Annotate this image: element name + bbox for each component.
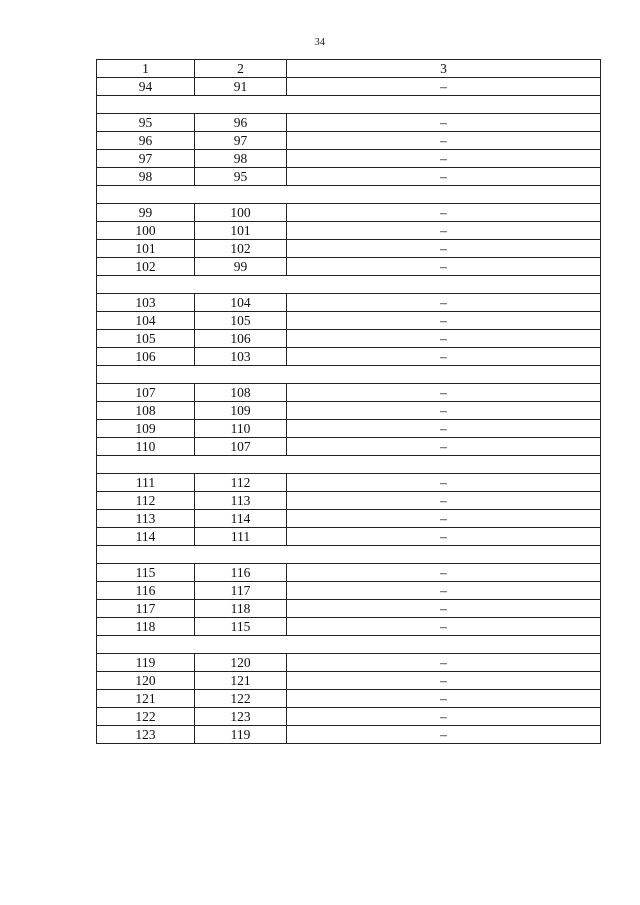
table-cell-col-2: 99: [195, 258, 287, 276]
table-cell-col-2: 113: [195, 492, 287, 510]
table-row: [97, 132, 601, 150]
group-separator-row: [97, 366, 601, 384]
table-cell-col-3: –: [287, 294, 601, 312]
table-cell-col-2: 101: [195, 222, 287, 240]
table-row: [97, 420, 601, 438]
table-cell-col-2: 100: [195, 204, 287, 222]
group-separator-row: [97, 276, 601, 294]
table-row: [97, 582, 601, 600]
table-cell-col-1: 104: [97, 312, 195, 330]
table-row: [97, 150, 601, 168]
table-row: [97, 204, 601, 222]
table-row: [97, 240, 601, 258]
table-cell-col-1: 108: [97, 402, 195, 420]
table-cell-col-3: –: [287, 690, 601, 708]
table-row: [97, 114, 601, 132]
table-row: [97, 258, 601, 276]
table-cell-col-1: 120: [97, 672, 195, 690]
separator-cell: [97, 276, 601, 294]
table-cell-col-1: 122: [97, 708, 195, 726]
table-row: [97, 78, 601, 96]
table-row: [97, 222, 601, 240]
table-cell-col-3: –: [287, 600, 601, 618]
table-body: [97, 78, 601, 744]
column-header-3: 3: [287, 60, 601, 78]
table-cell-col-3: –: [287, 258, 601, 276]
table-cell-col-3: –: [287, 114, 601, 132]
table-cell-col-2: 108: [195, 384, 287, 402]
table-cell-col-2: 118: [195, 600, 287, 618]
table-cell-col-1: 117: [97, 600, 195, 618]
table-cell-col-2: 104: [195, 294, 287, 312]
table-cell-col-1: 109: [97, 420, 195, 438]
table-row: [97, 384, 601, 402]
table-row: [97, 708, 601, 726]
table-row: [97, 168, 601, 186]
table-cell-col-2: 112: [195, 474, 287, 492]
table-cell-col-2: 105: [195, 312, 287, 330]
table-cell-col-1: 107: [97, 384, 195, 402]
table-cell-col-3: –: [287, 420, 601, 438]
table-row: [97, 294, 601, 312]
table-cell-col-2: 109: [195, 402, 287, 420]
table-row: [97, 618, 601, 636]
table-row: [97, 312, 601, 330]
table-cell-col-1: 97: [97, 150, 195, 168]
table-cell-col-3: –: [287, 474, 601, 492]
table-cell-col-2: 106: [195, 330, 287, 348]
table-cell-col-2: 122: [195, 690, 287, 708]
table-cell-col-3: –: [287, 384, 601, 402]
table-row: [97, 330, 601, 348]
header-row: [97, 60, 601, 78]
table-cell-col-3: –: [287, 348, 601, 366]
table-cell-col-3: –: [287, 204, 601, 222]
separator-cell: [97, 186, 601, 204]
table-cell-col-1: 111: [97, 474, 195, 492]
table-cell-col-1: 121: [97, 690, 195, 708]
table-cell-col-3: –: [287, 582, 601, 600]
table-cell-col-2: 91: [195, 78, 287, 96]
table-cell-col-3: –: [287, 654, 601, 672]
table-cell-col-2: 107: [195, 438, 287, 456]
table-cell-col-1: 119: [97, 654, 195, 672]
table-cell-col-1: 110: [97, 438, 195, 456]
table-cell-col-3: –: [287, 402, 601, 420]
table-cell-col-1: 101: [97, 240, 195, 258]
table-cell-col-2: 116: [195, 564, 287, 582]
table-cell-col-3: –: [287, 618, 601, 636]
table-cell-col-2: 96: [195, 114, 287, 132]
table-row: [97, 726, 601, 744]
table-row: [97, 564, 601, 582]
separator-cell: [97, 546, 601, 564]
table-cell-col-1: 95: [97, 114, 195, 132]
table-cell-col-3: –: [287, 240, 601, 258]
table-row: [97, 348, 601, 366]
table-cell-col-3: –: [287, 222, 601, 240]
table-row: [97, 600, 601, 618]
group-separator-row: [97, 186, 601, 204]
table-cell-col-3: –: [287, 78, 601, 96]
table-cell-col-3: –: [287, 726, 601, 744]
table-row: [97, 528, 601, 546]
group-separator-row: [97, 456, 601, 474]
table-row: [97, 402, 601, 420]
table-cell-col-3: –: [287, 330, 601, 348]
table-cell-col-1: 113: [97, 510, 195, 528]
separator-cell: [97, 366, 601, 384]
table-cell-col-3: –: [287, 312, 601, 330]
table-cell-col-1: 115: [97, 564, 195, 582]
separator-cell: [97, 456, 601, 474]
table-cell-col-1: 94: [97, 78, 195, 96]
table-cell-col-2: 111: [195, 528, 287, 546]
table-cell-col-1: 100: [97, 222, 195, 240]
table-cell-col-1: 106: [97, 348, 195, 366]
table-row: [97, 690, 601, 708]
table-cell-col-2: 97: [195, 132, 287, 150]
table-cell-col-3: –: [287, 132, 601, 150]
table-row: [97, 672, 601, 690]
table-cell-col-1: 96: [97, 132, 195, 150]
table-cell-col-3: –: [287, 672, 601, 690]
table-cell-col-1: 118: [97, 618, 195, 636]
table-cell-col-2: 102: [195, 240, 287, 258]
table-cell-col-3: –: [287, 438, 601, 456]
table-cell-col-2: 119: [195, 726, 287, 744]
separator-cell: [97, 636, 601, 654]
table-cell-col-2: 98: [195, 150, 287, 168]
separator-cell: [97, 96, 601, 114]
table-cell-col-1: 98: [97, 168, 195, 186]
table-row: [97, 492, 601, 510]
table-cell-col-1: 102: [97, 258, 195, 276]
table-cell-col-2: 110: [195, 420, 287, 438]
data-table: [96, 59, 601, 744]
table-cell-col-2: 114: [195, 510, 287, 528]
table-cell-col-1: 116: [97, 582, 195, 600]
table-row: [97, 474, 601, 492]
table-row: [97, 654, 601, 672]
table-cell-col-3: –: [287, 492, 601, 510]
table-cell-col-1: 99: [97, 204, 195, 222]
table-cell-col-3: –: [287, 528, 601, 546]
table-cell-col-3: –: [287, 708, 601, 726]
table-row: [97, 510, 601, 528]
group-separator-row: [97, 636, 601, 654]
table-cell-col-1: 123: [97, 726, 195, 744]
table-cell-col-3: –: [287, 150, 601, 168]
table-cell-col-2: 115: [195, 618, 287, 636]
table-cell-col-1: 114: [97, 528, 195, 546]
column-header-1: 1: [97, 60, 195, 78]
table-cell-col-3: –: [287, 510, 601, 528]
table-cell-col-2: 95: [195, 168, 287, 186]
table-cell-col-2: 103: [195, 348, 287, 366]
table-row: [97, 438, 601, 456]
table-cell-col-1: 105: [97, 330, 195, 348]
table-cell-col-2: 117: [195, 582, 287, 600]
column-header-2: 2: [195, 60, 287, 78]
table-cell-col-3: –: [287, 168, 601, 186]
table-cell-col-2: 123: [195, 708, 287, 726]
page-number: 34: [314, 37, 326, 48]
table-cell-col-3: –: [287, 564, 601, 582]
table-cell-col-1: 112: [97, 492, 195, 510]
table-cell-col-2: 120: [195, 654, 287, 672]
group-separator-row: [97, 546, 601, 564]
group-separator-row: [97, 96, 601, 114]
table-cell-col-1: 103: [97, 294, 195, 312]
table-cell-col-2: 121: [195, 672, 287, 690]
